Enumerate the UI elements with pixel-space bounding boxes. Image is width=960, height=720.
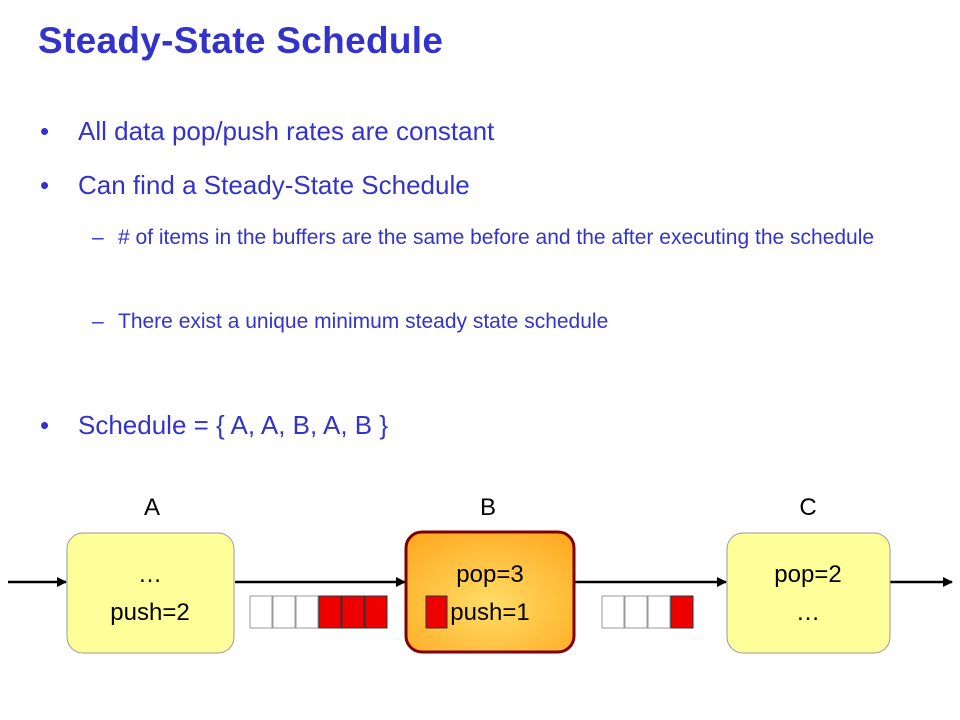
node-c-line2: … bbox=[796, 599, 820, 626]
buffer-slot bbox=[250, 596, 272, 628]
node-b-line2: push=1 bbox=[450, 599, 530, 626]
buffer-item-in-b bbox=[426, 596, 447, 628]
sub-bullet-marker: – bbox=[92, 310, 104, 333]
node-a-box bbox=[67, 533, 234, 653]
sub-bullet-text: # of items in the buffers are the same before and the after executing the schedule bbox=[118, 226, 875, 249]
node-a-line2: push=2 bbox=[110, 599, 190, 626]
bullet-text: All data pop/push rates are constant bbox=[78, 116, 495, 146]
bullet-marker: • bbox=[40, 170, 50, 200]
buffer-slot bbox=[625, 596, 647, 628]
node-a-line1: … bbox=[138, 561, 162, 588]
buffer-slot bbox=[648, 596, 670, 628]
buffer-slot-filled bbox=[671, 596, 693, 628]
bullet-text: Can find a Steady-State Schedule bbox=[78, 170, 470, 200]
node-c-box bbox=[727, 533, 890, 653]
node-b-line1: pop=3 bbox=[456, 561, 524, 588]
buffer-slot bbox=[296, 596, 318, 628]
buffer-slot-filled bbox=[319, 596, 341, 628]
node-c-label: C bbox=[799, 494, 817, 521]
node-a-label: A bbox=[143, 494, 161, 521]
sub-bullet-text: There exist a unique minimum steady state schedule bbox=[118, 310, 609, 333]
buffer-slot bbox=[602, 596, 624, 628]
node-c-line1: pop=2 bbox=[774, 561, 842, 588]
buffer-slot-filled bbox=[342, 596, 364, 628]
page-title: Steady-State Schedule bbox=[38, 20, 444, 61]
sub-bullet-marker: – bbox=[92, 226, 104, 249]
buffer-slot-filled bbox=[365, 596, 387, 628]
node-b-label: B bbox=[479, 494, 497, 521]
buffer-slot bbox=[273, 596, 295, 628]
buffer-ab bbox=[250, 596, 387, 628]
bullet-text: Schedule = { A, A, B, A, B } bbox=[78, 410, 389, 440]
node-b-box bbox=[406, 532, 574, 652]
buffer-bc bbox=[602, 596, 693, 628]
bullet-marker: • bbox=[40, 116, 50, 146]
bullet-marker: • bbox=[40, 410, 50, 440]
